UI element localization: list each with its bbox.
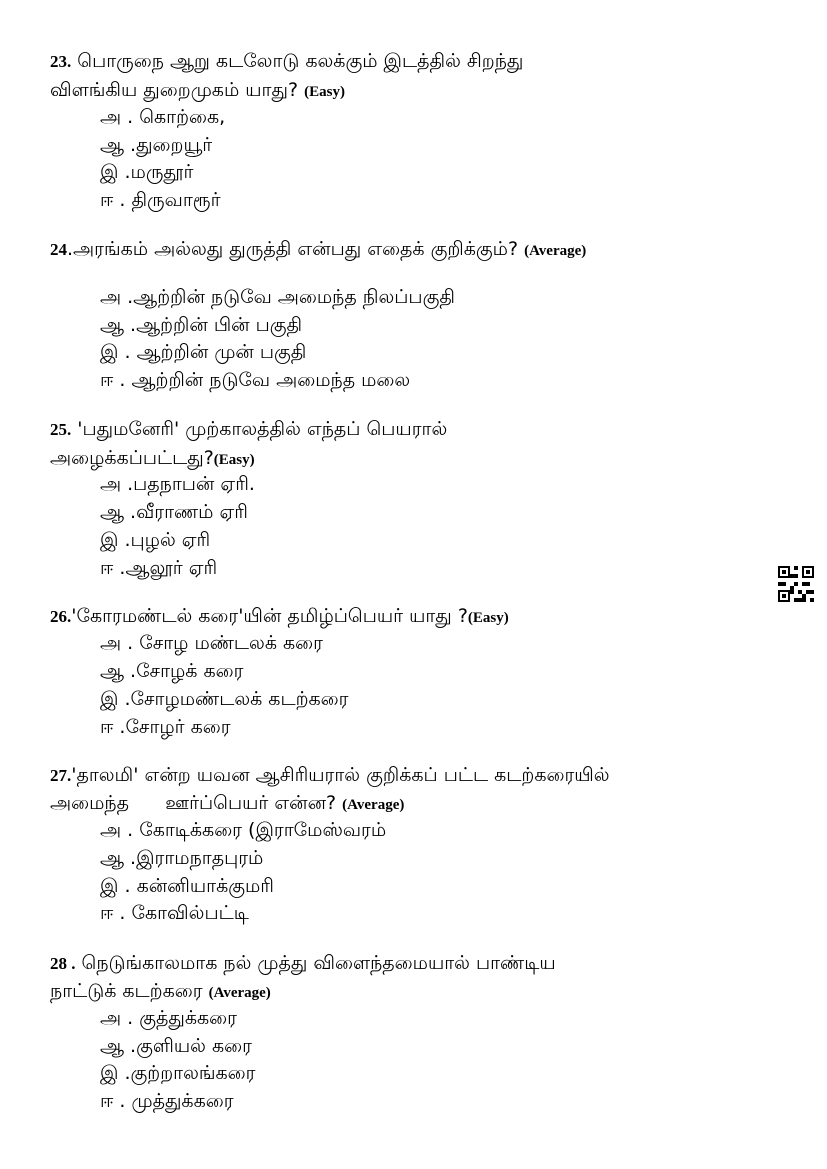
option-marker: ஈ xyxy=(100,189,114,211)
option-text: .வீராணம் ஏரி xyxy=(130,501,248,523)
option-text: .குளியல் கரை xyxy=(130,1035,252,1057)
question-text: நெடுங்காலமாக நல் முத்து விளைந்தமையால் பாண்டிய xyxy=(81,952,556,974)
option-marker: இ xyxy=(100,341,119,363)
question-25-line-1 xyxy=(50,418,447,443)
option-text: . ஆற்றின் நடுவே அமைந்த மலை xyxy=(119,369,411,391)
qr-code xyxy=(778,566,814,602)
option-i xyxy=(100,161,193,186)
option-a xyxy=(100,106,225,131)
option-marker: ஆ xyxy=(100,314,125,336)
option-marker: இ xyxy=(100,688,119,710)
question-27-line-2 xyxy=(50,792,404,817)
option-marker: ஈ xyxy=(100,902,114,924)
difficulty-level: (Average) xyxy=(208,985,271,1001)
option-text: .சோழர் கரை xyxy=(119,716,231,738)
option-text: .குற்றாலங்கரை xyxy=(124,1062,256,1084)
option-marker: அ xyxy=(100,819,122,841)
option-a xyxy=(100,632,323,657)
option-i xyxy=(100,875,274,900)
option-aa xyxy=(100,1035,252,1060)
question-number: 23. xyxy=(50,52,72,71)
option-marker: அ xyxy=(100,473,122,495)
option-text: .ஆலூர் ஏரி xyxy=(119,557,218,579)
question-text: .அரங்கம் அல்லது துருத்தி என்பது எதைக் குறிக்கும்? xyxy=(67,238,519,260)
question-27-line-1 xyxy=(50,764,610,789)
option-text: .பதநாபன் ஏரி. xyxy=(127,473,255,495)
option-ii xyxy=(100,1090,234,1115)
option-text: .ஆற்றின் நடுவே அமைந்த நிலப்பகுதி xyxy=(127,286,455,308)
option-marker: ஈ xyxy=(100,557,114,579)
question-text: அழைக்கப்பட்டது? xyxy=(50,447,214,469)
option-a xyxy=(100,819,386,844)
option-i xyxy=(100,341,306,366)
option-text: . திருவாரூர் xyxy=(119,189,221,211)
option-marker: ஆ xyxy=(100,847,125,869)
option-i xyxy=(100,1062,255,1087)
question-28-line-1 xyxy=(50,952,556,977)
option-ii xyxy=(100,189,221,214)
question-28-line-2 xyxy=(50,980,271,1005)
option-marker: ஆ xyxy=(100,134,125,156)
option-ii xyxy=(100,902,249,927)
option-marker: இ xyxy=(100,875,119,897)
option-marker: ஈ xyxy=(100,369,114,391)
question-number: 24 xyxy=(50,240,67,259)
question-text: 'கோரமண்டல் கரை'யின் தமிழ்ப்பெயர் யாது ? xyxy=(71,605,468,627)
option-ii xyxy=(100,716,231,741)
option-text: . முத்துக்கரை xyxy=(119,1090,234,1112)
difficulty-level: (Average) xyxy=(342,797,405,813)
difficulty-level: (Average) xyxy=(524,243,587,259)
option-text: .புழல் ஏரி xyxy=(124,529,211,551)
option-a xyxy=(100,1007,237,1032)
difficulty-level: (Easy) xyxy=(304,84,345,100)
option-aa xyxy=(100,314,302,339)
question-text: நாட்டுக் கடற்கரை xyxy=(50,980,203,1002)
option-text: . சோழ மண்டலக் கரை xyxy=(127,632,323,654)
question-text: பொருநை ஆறு கடலோடு கலக்கும் இடத்தில் சிறந்து xyxy=(77,50,524,72)
option-marker: அ xyxy=(100,286,122,308)
question-text: விளங்கிய துறைமுகம் யாது? xyxy=(50,79,299,101)
option-marker: ஆ xyxy=(100,660,125,682)
option-text: . கோவில்பட்டி xyxy=(119,902,249,924)
option-text: . குத்துக்கரை xyxy=(127,1007,237,1029)
option-text: .சோழமண்டலக் கடற்கரை xyxy=(124,688,349,710)
option-aa xyxy=(100,847,263,872)
option-text: . கொற்கை, xyxy=(127,106,226,128)
option-a xyxy=(100,473,255,498)
question-text: அமைந்த ஊர்ப்பெயர் என்ன? xyxy=(50,792,337,814)
difficulty-level: (Easy) xyxy=(213,452,255,468)
option-marker: ஆ xyxy=(100,1035,125,1057)
option-marker: இ xyxy=(100,1062,119,1084)
option-aa xyxy=(100,660,243,685)
question-number: 26. xyxy=(50,607,72,626)
question-number: 27. xyxy=(50,766,72,785)
question-number: 25. xyxy=(50,420,72,439)
option-ii xyxy=(100,557,217,582)
question-number: 28 . xyxy=(50,954,76,973)
option-marker: இ xyxy=(100,529,119,551)
question-text: 'பதுமனேரி' முற்காலத்தில் எந்தப் பெயரால் xyxy=(77,418,448,440)
option-text: .இராமநாதபுரம் xyxy=(130,847,264,869)
question-text: 'தாலமி' என்ற யவன ஆசிரியரால் குறிக்கப் பட்ட கடற்கரையில் xyxy=(71,764,610,786)
option-a xyxy=(100,286,455,311)
option-text: . ஆற்றின் முன் பகுதி xyxy=(124,341,307,363)
option-i xyxy=(100,688,348,713)
option-text: .சோழக் கரை xyxy=(130,660,244,682)
option-marker: அ xyxy=(100,632,122,654)
option-text: .மருதூர் xyxy=(124,161,194,183)
option-text: .துறையூர் xyxy=(130,134,213,156)
option-marker: ஈ xyxy=(100,1090,114,1112)
option-marker: அ xyxy=(100,1007,122,1029)
option-text: . கோடிக்கரை (இராமேஸ்வரம் xyxy=(127,819,387,841)
question-26-line-1 xyxy=(50,605,509,630)
option-text: .ஆற்றின் பின் பகுதி xyxy=(130,314,303,336)
option-marker: ஈ xyxy=(100,716,114,738)
option-marker: இ xyxy=(100,161,119,183)
option-aa xyxy=(100,134,212,159)
difficulty-level: (Easy) xyxy=(467,610,509,626)
option-aa xyxy=(100,501,248,526)
option-text: . கன்னியாக்குமரி xyxy=(124,875,274,897)
question-25-line-2 xyxy=(50,447,255,472)
option-ii xyxy=(100,369,410,394)
option-i xyxy=(100,529,210,554)
option-marker: அ xyxy=(100,106,122,128)
option-marker: ஆ xyxy=(100,501,125,523)
question-24-line-1 xyxy=(50,238,586,263)
question-23-line-1 xyxy=(50,50,523,75)
question-23-line-2 xyxy=(50,79,345,104)
